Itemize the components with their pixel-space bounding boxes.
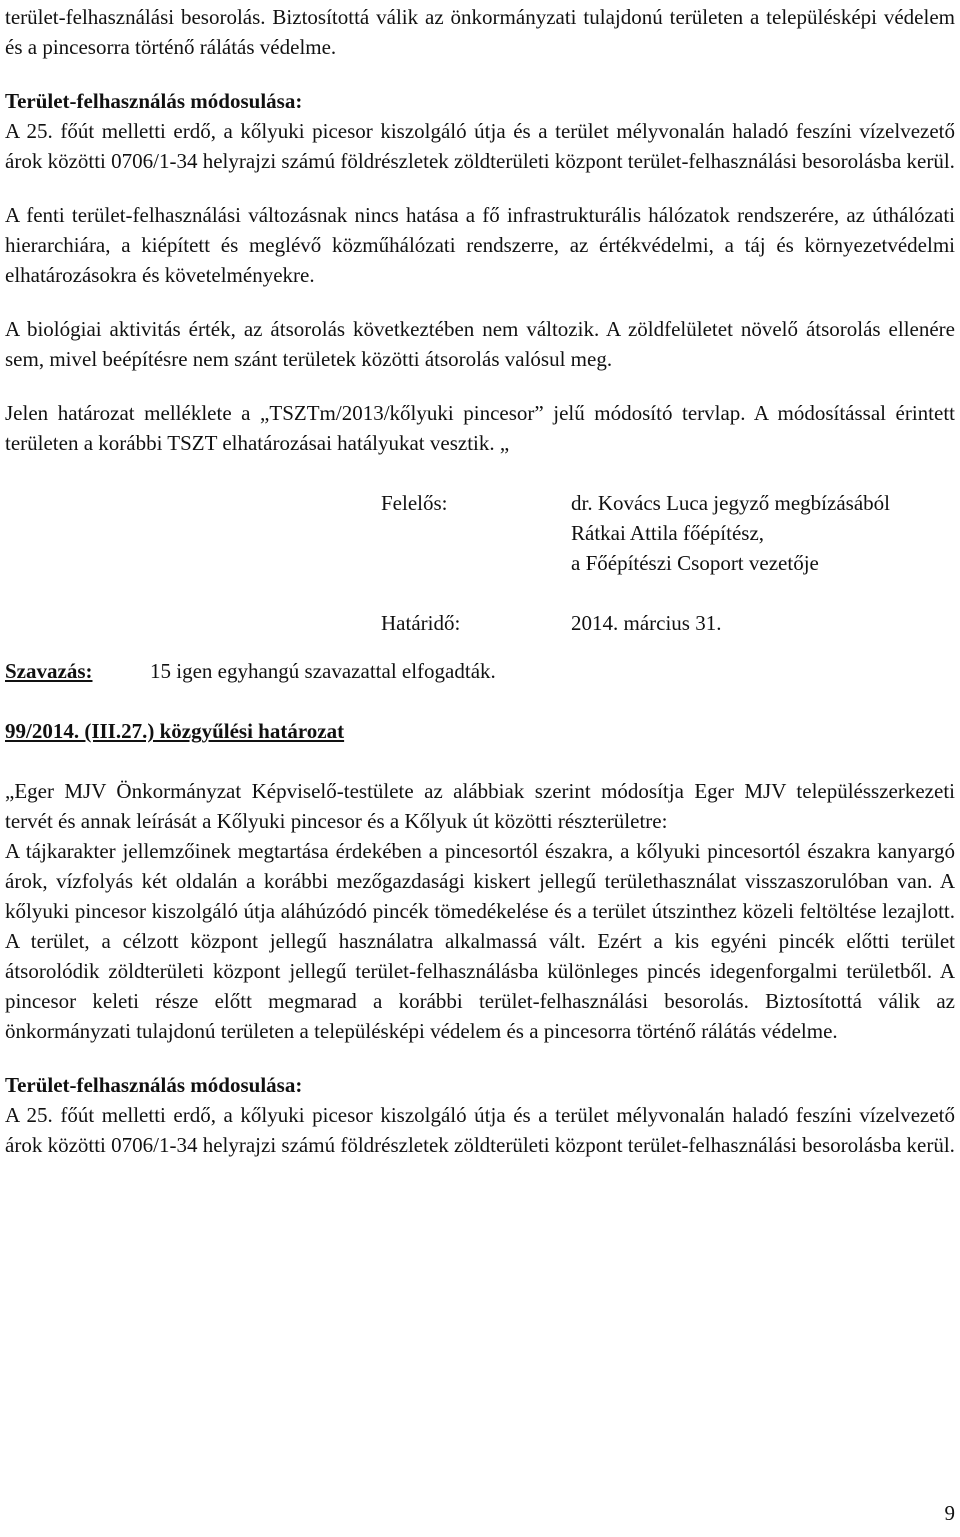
vote-line (5, 656, 955, 686)
paragraph: terület-felhasználási besorolás. Biztosítottá válik az önkormányzati tulajdonú területen a településképi védelem és a pincesorra történő rálátás védelme. (5, 5, 955, 59)
spacer (5, 1046, 955, 1070)
vote-label: Szavazás: (5, 659, 93, 683)
spacer (5, 62, 955, 86)
responsible-line: Rátkai Attila főépítész, (571, 521, 765, 545)
paragraph: A 25. főút melletti erdő, a kőlyuki picesor kiszolgáló útja és a terület mélyvonalán haladó feszíni vízelvezető árok közötti 0706/1-34 helyrajzi számú földrészletek zöldterületi központ terület-felhasználási besorolásba kerül. (5, 119, 955, 173)
spacer (5, 746, 955, 776)
section-heading: Terület-felhasználás módosulása: (5, 89, 303, 113)
paragraph: A tájkarakter jellemzőinek megtartása érdekében a pincesortól északra, a kőlyuki pincesortól északra kanyargó árok, vízfolyás két oldalán a korábbi mezőgazdasági kiskert jellegű területhasználat visszaszorulóban van. A kőlyuki pincesor kiszolgáló útja aláhúzódó pincék tömedékelése és a terület útszinthez közeli feltöltése lezajlott. A terület, a célzott központ jellegű használatra alkalmassá vált. Ezért a kis egyéni pincék előtti terület átsorolódik zöldterületi központ jellegű terület-felhasználásba különleges pincés idegenforgalmi területből. A pincesor keleti része előtt megmarad a korábbi terület-felhasználási besorolás. Biztosítottá válik az önkormányzati tulajdonú területen a településképi védelem és a pincesorra történő rálátás védelme. (5, 839, 955, 1043)
paragraph: A fenti terület-felhasználási változásnak nincs hatása a fő infrastrukturális hálózatok rendszerére, az úthálózati hierarchiára, a kiépített és meglévő közműhálózati rendszerre, az értékvédelmi, a táj és környezetvédelmi elhatározásokra és követelményekre. (5, 203, 955, 287)
spacer (5, 686, 955, 716)
deadline-label: Határidő: (381, 611, 461, 635)
responsibility-block (5, 470, 955, 635)
deadline-value: 2014. március 31. (571, 611, 722, 635)
spacer (5, 290, 955, 314)
paragraph: „Eger MJV Önkormányzat Képviselő-testülete az alábbiak szerint módosítja Eger MJV településszerkezeti tervét és annak leírását a Kőlyuki pincesor és a Kőlyuk út közötti részterületre: (5, 779, 955, 833)
section-heading: Terület-felhasználás módosulása: (5, 1073, 303, 1097)
spacer (5, 374, 955, 398)
spacer (5, 176, 955, 200)
responsible-line: a Főépítészi Csoport vezetője (571, 551, 819, 575)
page-number: 9 (944, 1501, 955, 1525)
paragraph: Jelen határozat melléklete a „TSZTm/2013/kőlyuki pincesor” jelű módosító tervlap. A módosítással érintett területen a korábbi TSZT elhatározásai hatályukat vesztik. „ (5, 401, 955, 455)
paragraph: A 25. főút melletti erdő, a kőlyuki picesor kiszolgáló útja és a terület mélyvonalán haladó feszíni vízelvezető árok közötti 0706/1-34 helyrajzi számú földrészletek zöldterületi központ terület-felhasználási besorolásba kerül. (5, 1103, 955, 1157)
vote-text: 15 igen egyhangú szavazattal elfogadták. (150, 659, 496, 683)
responsible-value (571, 488, 955, 578)
resolution-title: 99/2014. (III.27.) közgyűlési határozat (5, 719, 345, 743)
responsible-label: Felelős: (381, 491, 448, 515)
paragraph: A biológiai aktivitás érték, az átsorolás következtében nem változik. A zöldfelületet növelő átsorolás ellenére sem, mivel beépítésre nem szánt területek közötti átsorolás valósul meg. (5, 317, 955, 371)
document-page (5, 2, 955, 1160)
responsible-line: dr. Kovács Luca jegyző megbízásából (571, 491, 890, 515)
